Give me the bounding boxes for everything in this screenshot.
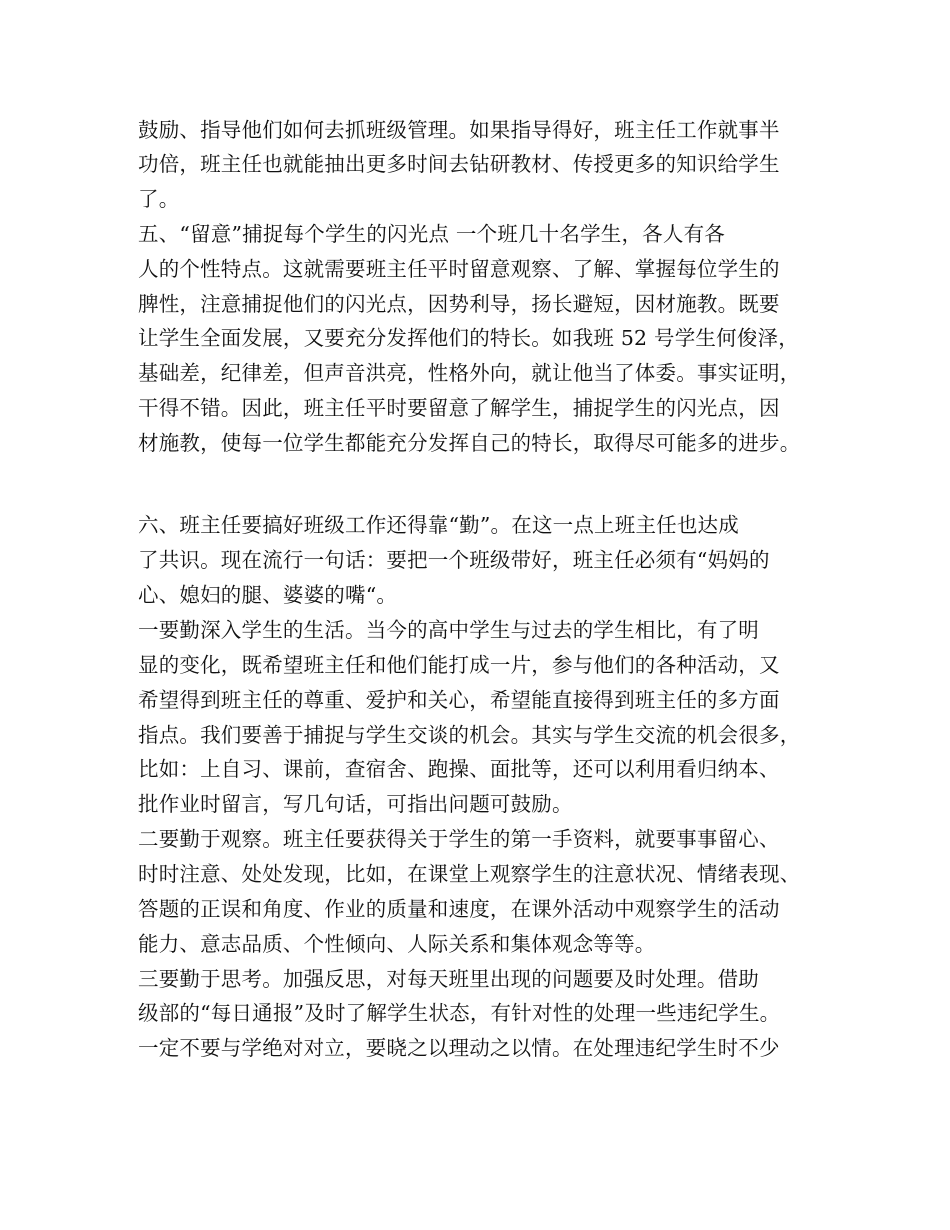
text-line: 二要勤于观察。班主任要获得关于学生的第一手资料，就要事事留心、 xyxy=(138,827,780,851)
text-line: 三要勤于思考。加强反思，对每天班里出现的问题要及时处理。借助 xyxy=(138,967,759,991)
text-line: 比如：上自习、课前，查宿舍、跑操、面批等，还可以利用看归纳本、 xyxy=(138,757,780,781)
text-line: 了共识。现在流行一句话：要把一个班级带好，班主任必须有“妈妈的 xyxy=(138,548,770,572)
text-line: 人的个性特点。这就需要班主任平时留意观察、了解、掌握每位学生的 xyxy=(138,257,780,281)
text-line: 一定不要与学绝对对立，要晓之以理动之以情。在处理违纪学生时不少 xyxy=(138,1036,780,1060)
text-line: 指点。我们要善于捕捉与学生交谈的机会。其实与学生交流的机会很多， xyxy=(138,723,801,747)
text-line: 显的变化，既希望班主任和他们能打成一片，参与他们的各种活动，又 xyxy=(138,653,780,677)
text-line: 级部的“每日通报”及时了解学生状态，有针对性的处理一些违纪学生。 xyxy=(138,1001,781,1025)
text-line: 脾性，注意捕捉他们的闪光点，因势利导，扬长避短，因材施教。既要 xyxy=(138,292,780,316)
text-line: 一要勤深入学生的生活。当今的高中学生与过去的学生相比，有了明 xyxy=(138,618,759,642)
text-line: 基础差，纪律差，但声音洪亮，性格外向，就让他当了体委。事实证明， xyxy=(138,361,801,385)
text-line: 能力、意志品质、个性倾向、人际关系和集体观念等等。 xyxy=(138,932,656,956)
text-line: 心、媳妇的腿、婆婆的嘴“。 xyxy=(138,583,398,607)
text-line: 让学生全面发展，又要充分发挥他们的特长。如我班 52 号学生何俊泽， xyxy=(138,326,799,350)
text-line: 材施教，使每一位学生都能充分发挥自己的特长，取得尽可能多的进步。 xyxy=(138,431,801,455)
text-line: 批作业时留言，写几句话，可指出问题可鼓励。 xyxy=(138,792,573,816)
text-line: 功倍，班主任也就能抽出更多时间去钻研教材、传授更多的知识给学生 xyxy=(138,152,780,176)
text-line: 了。 xyxy=(138,187,180,211)
text-line: 干得不错。因此，班主任平时要留意了解学生，捕捉学生的闪光点，因 xyxy=(138,396,780,420)
text-line: 五、“留意”捕捉每个学生的闪光点 一个班几十名学生，各人有各 xyxy=(138,222,725,246)
text-line: 希望得到班主任的尊重、爱护和关心，希望能直接得到班主任的多方面 xyxy=(138,688,780,712)
text-line: 鼓励、指导他们如何去抓班级管理。如果指导得好，班主任工作就事半 xyxy=(138,118,780,142)
text-line: 答题的正误和角度、作业的质量和速度，在课外活动中观察学生的活动 xyxy=(138,897,780,921)
text-line: 时时注意、处处发现，比如，在课堂上观察学生的注意状况、情绪表现、 xyxy=(138,862,801,886)
text-line: 六、班主任要搞好班级工作还得靠“勤”。在这一点上班主任也达成 xyxy=(138,513,739,537)
